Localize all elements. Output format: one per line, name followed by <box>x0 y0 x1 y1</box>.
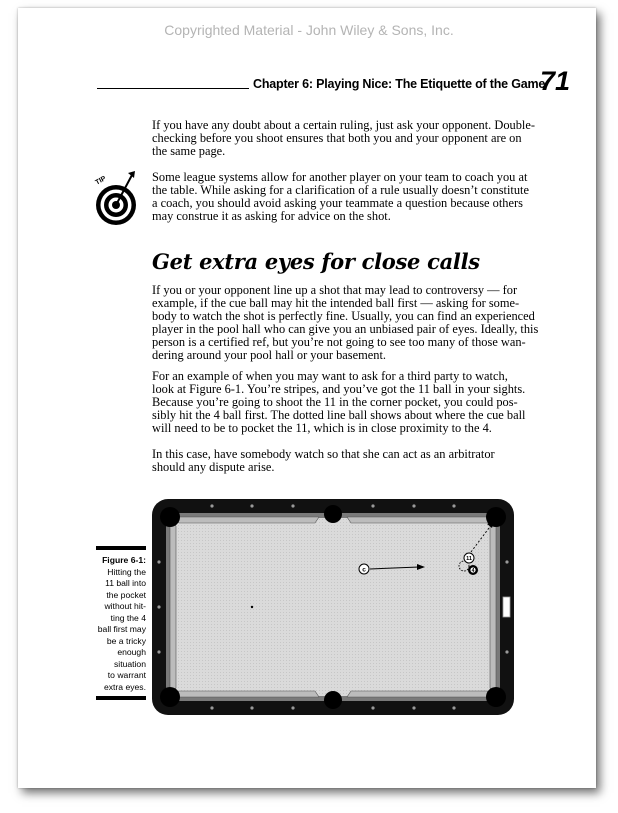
ball-4-label: 4 <box>471 568 475 574</box>
ball-11-label: 11 <box>466 556 472 563</box>
caption-line: enough <box>117 647 146 657</box>
pocket-top-left <box>160 507 180 527</box>
chapter-header: Chapter 6: Playing Nice: The Etiquette of the Game <box>253 77 546 91</box>
text-line: Some league systems allow for another player on your team to coach you at <box>152 170 528 184</box>
caption-line: 11 ball into <box>105 578 146 588</box>
figure-caption <box>96 546 146 700</box>
text-line: For an example of when you may want to ask for a third party to watch, <box>152 369 508 383</box>
text-line: dering around your pool hall or your basement. <box>152 348 386 362</box>
text-line: player in the pool hall who can give you an unbiased pair of eyes. Ideally, this <box>152 322 539 336</box>
pool-table-figure <box>151 498 515 716</box>
caption-line: ball first may <box>97 624 146 634</box>
text-line: If you have any doubt about a certain ruling, just ask your opponent. Double- <box>152 118 535 132</box>
cue-ball-label: c <box>362 566 366 574</box>
caption-line: to warrant <box>107 670 146 680</box>
tip-label: TIP <box>94 175 108 187</box>
page-number: 71 <box>540 66 571 96</box>
text-line: body to watch the shot is perfectly fine. Usually, you can find an experienced <box>152 309 535 323</box>
rail-marker <box>503 597 510 617</box>
pocket-bottom-left <box>160 687 180 707</box>
text-line: person is a certified ref, but you’re not going to see too many of those wan- <box>152 335 526 349</box>
text-line: a coach, you should avoid asking your teammate a question because others <box>152 196 523 210</box>
text-line: If you or your opponent line up a shot that may lead to controversy — for <box>152 283 518 297</box>
text-line: will need to be to pocket the 11, which is in close proximity to the 4. <box>152 421 492 435</box>
paragraph-figure-example <box>152 369 526 435</box>
header-rule <box>97 88 249 89</box>
text-line: look at Figure 6-1. You’re stripes, and you’ve got the 11 ball in your sights. <box>152 382 526 396</box>
caption-line: Hitting the <box>107 566 146 577</box>
text-line: In this case, have somebody watch so that she can act as an arbitrator <box>152 447 495 461</box>
caption-line: the pocket <box>106 589 146 600</box>
paragraph-controversy <box>152 283 539 362</box>
text-line: sibly hit the 4 ball first. The dotted line ball shows about where the cue ball <box>152 408 526 422</box>
paragraph-league-coaching <box>152 170 529 223</box>
text-line: the table. While asking for a clarification of a rule usually doesn’t constitute <box>152 183 529 197</box>
section-heading: Get extra eyes for close calls <box>152 249 480 274</box>
caption-line: extra eyes. <box>103 681 146 692</box>
copyright-notice: Copyrighted Material - John Wiley & Sons, Inc. <box>164 22 454 38</box>
text-line: Because you’re going to shoot the 11 in the corner pocket, you could pos- <box>152 395 518 409</box>
paragraph-arbitrator <box>152 448 522 474</box>
text-line: may construe it as asking for advice on the shot. <box>152 209 391 223</box>
caption-line: without hit- <box>104 601 146 611</box>
table-felt <box>171 518 495 696</box>
paragraph-ruling <box>152 118 535 158</box>
text-line: the same page. <box>152 144 226 158</box>
pocket-bottom-middle <box>324 691 342 709</box>
text-line: checking before you shoot ensures that both you and your opponent are on <box>152 131 522 145</box>
caption-line: ting the 4 <box>110 612 146 623</box>
head-spot <box>251 606 253 608</box>
caption-line: be a tricky <box>106 635 146 646</box>
caption-line: situation <box>113 658 146 669</box>
pocket-bottom-right <box>486 687 506 707</box>
text-line: should any dispute arise. <box>152 460 275 474</box>
figure-label: Figure 6-1: <box>102 555 146 565</box>
text-line: example, if the cue ball may hit the intended ball first — asking for some- <box>152 296 520 310</box>
tip-target-icon <box>94 170 138 228</box>
pocket-top-middle <box>324 505 342 523</box>
